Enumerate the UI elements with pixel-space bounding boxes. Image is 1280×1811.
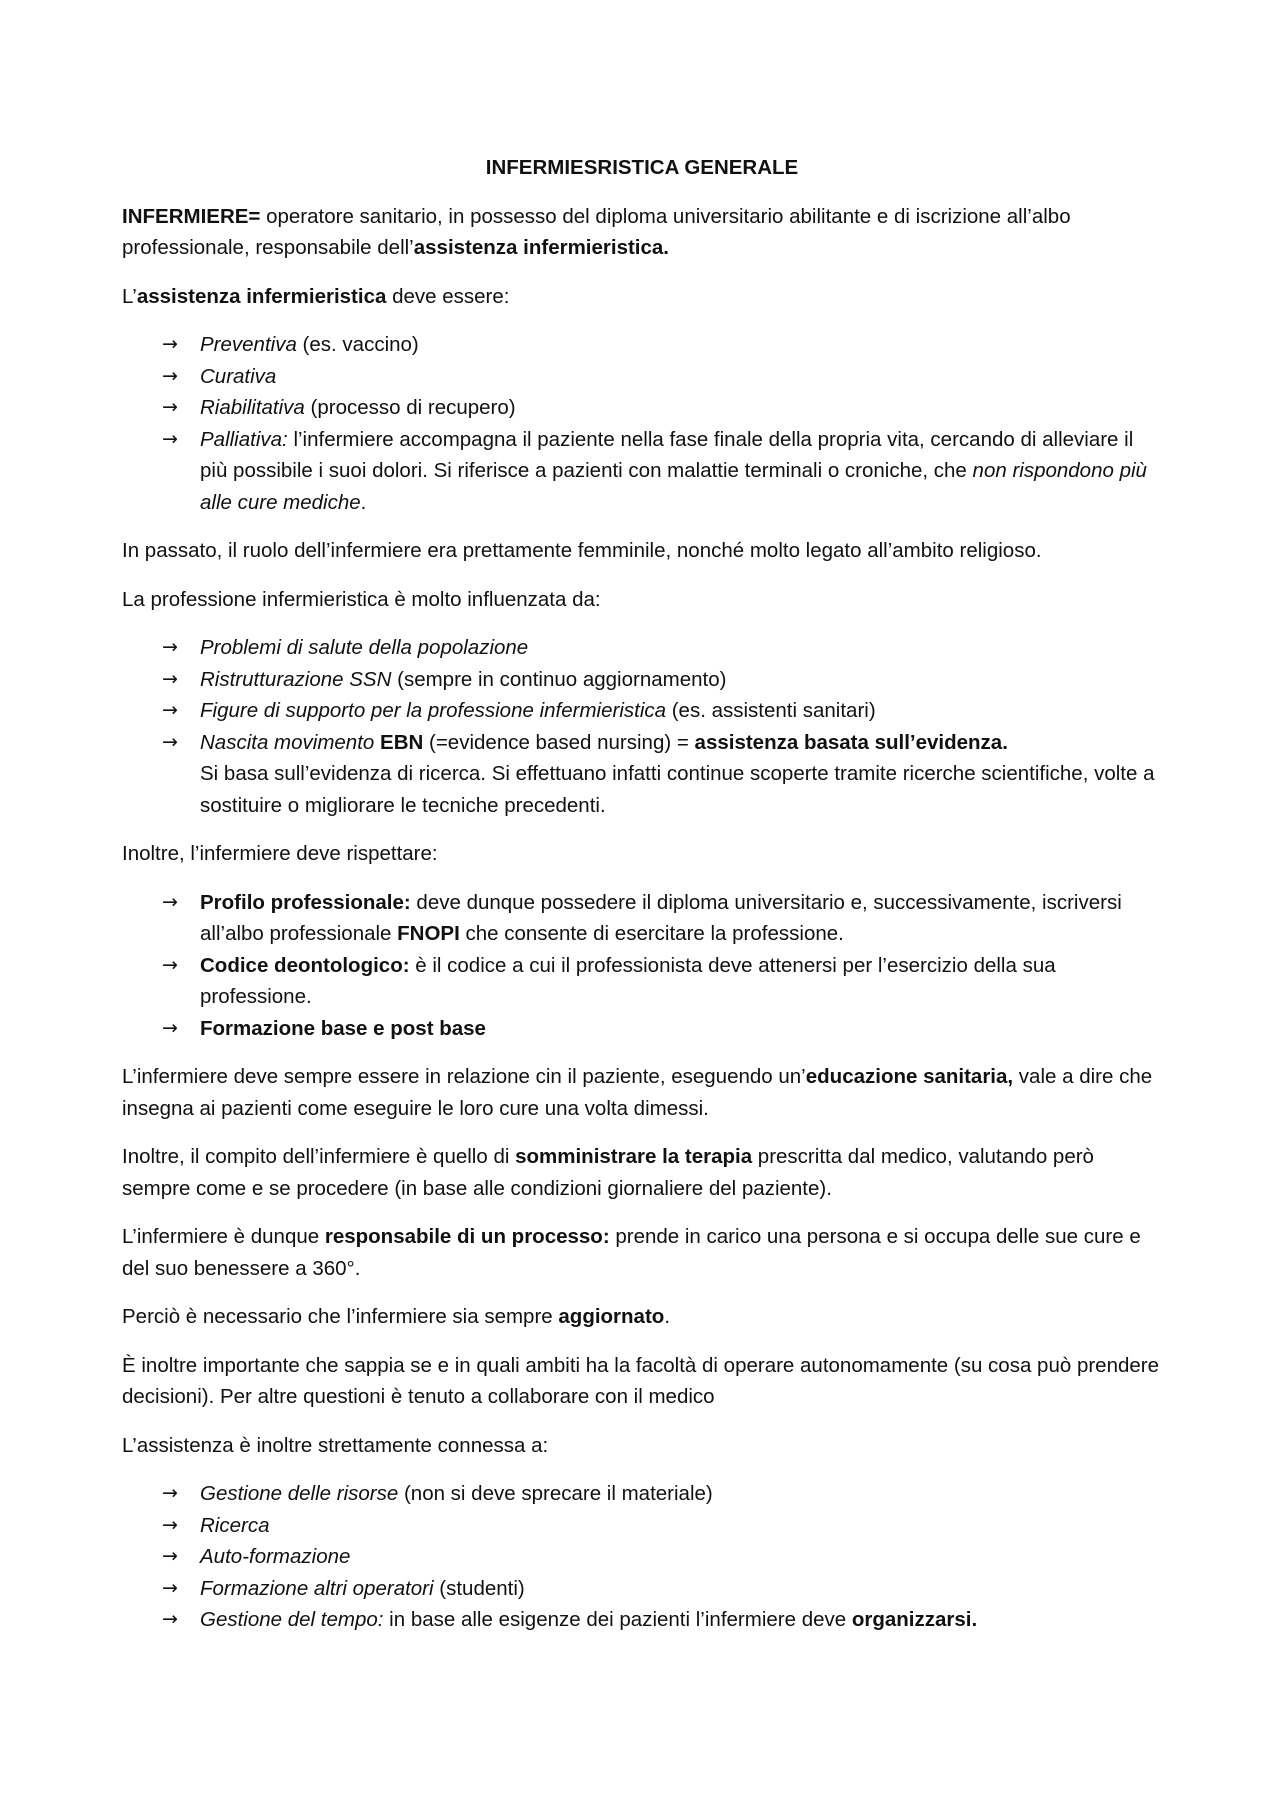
term-assistenza: assistenza infermieristica.	[413, 236, 669, 259]
text: .	[360, 490, 367, 514]
text: Inoltre, il compito dell’infermiere è quello di	[122, 1145, 516, 1168]
text: (non si deve sprecare il materiale)	[398, 1482, 713, 1505]
text: è il codice a cui il professionista deve attenersi per l’esercizio della sua professione.	[200, 953, 1056, 1008]
arrow-icon: →	[162, 890, 178, 913]
text: (=evidence based nursing) =	[423, 730, 695, 754]
list-item	[162, 424, 1162, 519]
list-item	[162, 632, 1162, 664]
term-somministrare: somministrare la terapia	[515, 1145, 753, 1168]
list-item	[162, 1573, 1162, 1605]
text: Profilo professionale:	[200, 890, 411, 914]
arrow-icon: →	[162, 730, 178, 753]
text: Figure di supporto per la professione infermieristica	[200, 699, 667, 722]
term-fnopi: FNOPI	[397, 922, 460, 945]
arrow-icon: →	[162, 1576, 178, 1599]
list-influences	[122, 632, 1162, 821]
text: Riabilitativa	[200, 396, 305, 419]
document-page	[122, 152, 1162, 1653]
text: (es. vaccino)	[296, 333, 419, 356]
list-assistenza-types	[122, 329, 1162, 518]
text: Curativa	[200, 364, 277, 388]
list-connessa	[122, 1478, 1162, 1636]
text: .	[664, 1305, 671, 1328]
term-educazione-sanitaria: educazione sanitaria,	[805, 1065, 1014, 1088]
text: L’infermiere è dunque	[122, 1225, 325, 1248]
arrow-icon: →	[162, 1545, 178, 1567]
list-item	[162, 329, 1162, 361]
list-item	[162, 1013, 1162, 1045]
arrow-icon: →	[162, 1513, 178, 1536]
paragraph-terapia	[122, 1141, 1162, 1204]
text: Si basa sull’evidenza di ricerca. Si effettuano infatti continue scoperte tramite ricerche scientifiche, volte a sostituire o migliorare le tecniche precedenti.	[200, 762, 1155, 817]
text: in base alle esigenze dei pazienti l’infermiere deve	[383, 1608, 852, 1631]
text: (es. assistenti sanitari)	[666, 699, 876, 722]
paragraph-aggiornato	[122, 1301, 1162, 1333]
term-ebn: EBN	[380, 730, 424, 754]
paragraph-processo	[122, 1221, 1162, 1284]
text: Formazione base e post base	[200, 1016, 486, 1040]
text: che consente di esercitare la professione.	[459, 922, 844, 945]
term-infermiere: INFERMIERE=	[122, 204, 261, 228]
text: Perciò è necessario che l’infermiere sia sempre	[122, 1305, 559, 1328]
list-item	[162, 887, 1162, 950]
paragraph-autonomia: È inoltre importante che sappia se e in quali ambiti ha la facoltà di operare autonomamente (su cosa può prendere decisioni). Per altre questioni è tenuto a collaborare con il medico	[122, 1353, 1160, 1408]
text: Ricerca	[200, 1513, 270, 1537]
list-item	[162, 695, 1162, 727]
arrow-icon: →	[162, 396, 178, 418]
term-organizzarsi: organizzarsi.	[851, 1608, 978, 1631]
text: (studenti)	[433, 1576, 525, 1600]
arrow-icon: →	[162, 1608, 178, 1630]
text: Palliativa:	[200, 427, 288, 451]
paragraph-history: In passato, il ruolo dell’infermiere era prettamente femminile, nonché molto legato all’ambito religioso.	[122, 539, 1042, 562]
document-title: INFERMIESRISTICA GENERALE	[485, 156, 799, 179]
list-requirements	[122, 887, 1162, 1045]
text: Gestione delle risorse	[200, 1482, 399, 1505]
text: Ristrutturazione SSN	[200, 667, 392, 691]
arrow-icon: →	[162, 1016, 178, 1039]
term-aggiornato: aggiornato	[558, 1305, 665, 1328]
paragraph-requirements-intro: Inoltre, l’infermiere deve rispettare:	[122, 842, 438, 865]
text: non rispondono più alle cure mediche	[200, 459, 1147, 514]
paragraph-educazione	[122, 1061, 1162, 1124]
text: vale a dire che insegna ai pazienti come eseguire le loro cure una volta dimessi.	[122, 1065, 1153, 1120]
text: operatore sanitario, in possesso del diploma universitario abilitante e di iscrizione all’albo professionale, responsabile dell’	[122, 204, 1071, 259]
arrow-icon: →	[162, 1482, 178, 1504]
text: Auto-formazione	[200, 1545, 351, 1568]
text: prescritta dal medico, valutando però sempre come e se procedere (in base alle condizioni giornaliere del paziente).	[122, 1145, 1094, 1200]
arrow-icon: →	[162, 699, 178, 721]
list-item	[162, 1541, 1162, 1573]
paragraph-assistenza-intro	[122, 281, 1162, 313]
list-item	[162, 1510, 1162, 1542]
text: l’infermiere accompagna il paziente nella fase finale della propria vita, cercando di alleviare il più possibile i suoi dolori. Si riferisce a pazienti con malattie terminali o croniche, che	[200, 427, 1134, 482]
arrow-icon: →	[162, 333, 178, 355]
term-ebn-definition: assistenza basata sull’evidenza.	[694, 730, 1008, 754]
text: (sempre in continuo aggiornamento)	[391, 667, 727, 691]
list-item	[162, 950, 1162, 1013]
text: Gestione del tempo:	[200, 1608, 384, 1631]
text: Preventiva	[200, 333, 297, 356]
text: Problemi di salute della popolazione	[200, 636, 529, 659]
arrow-icon: →	[162, 427, 178, 450]
text: Codice deontologico:	[200, 953, 410, 977]
paragraph-infermiere-definition	[122, 201, 1162, 264]
list-item	[162, 392, 1162, 424]
list-item	[162, 727, 1162, 822]
term-assistenza-infermieristica: assistenza infermieristica	[136, 284, 387, 308]
list-item	[162, 1604, 1162, 1636]
text: deve essere:	[386, 284, 510, 308]
arrow-icon: →	[162, 364, 178, 387]
text: prende in carico una persona e si occupa delle sue cure e del suo benessere a 360°.	[122, 1225, 1141, 1280]
paragraph-influences-intro: La professione infermieristica è molto influenzata da:	[122, 587, 601, 611]
text: deve dunque possedere il diploma universitario e, successivamente, iscriversi all’albo professionale	[200, 890, 1122, 945]
paragraph-connessa-intro: L’assistenza è inoltre strettamente connessa a:	[122, 1433, 549, 1457]
arrow-icon: →	[162, 667, 178, 690]
text: Nascita movimento	[200, 730, 375, 754]
arrow-icon: →	[162, 636, 178, 658]
text: (processo di recupero)	[304, 396, 516, 419]
text: L’infermiere deve sempre essere in relazione cin il paziente, eseguendo un’	[122, 1065, 806, 1088]
arrow-icon: →	[162, 953, 178, 976]
list-item	[162, 664, 1162, 696]
text: Formazione altri operatori	[200, 1576, 434, 1600]
list-item	[162, 361, 1162, 393]
list-item	[162, 1478, 1162, 1510]
term-responsabile: responsabile di un processo:	[324, 1225, 610, 1248]
text: L’	[122, 284, 137, 308]
